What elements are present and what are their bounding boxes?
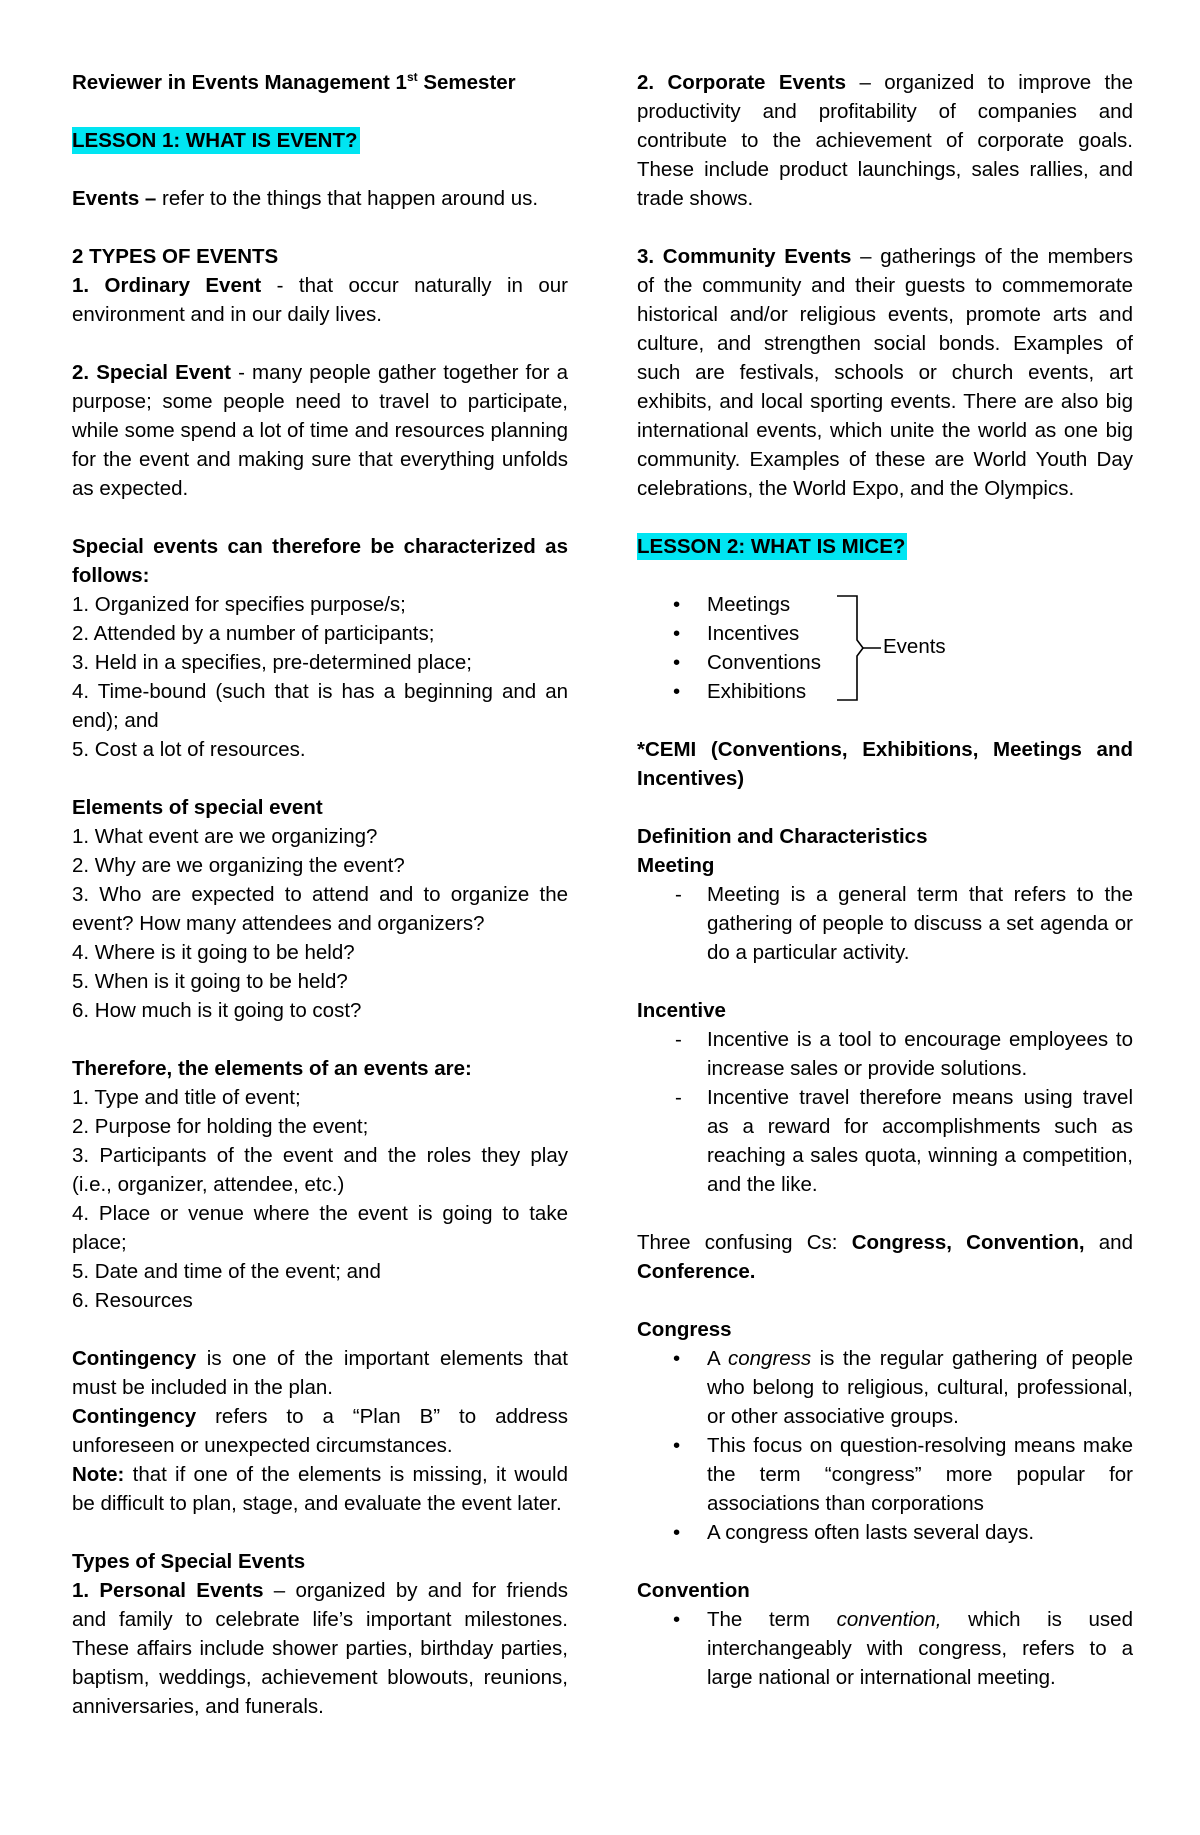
types-special-heading: Types of Special Events — [72, 1550, 306, 1573]
list-item: - Incentive is a tool to encourage employees to increase sales or provide solutions. — [637, 1025, 1133, 1083]
right-column — [637, 68, 1133, 1692]
meeting-list — [637, 880, 1133, 967]
list-item: • A congress is the regular gathering of people who belong to religious, cultural, professional, or other associative groups. — [637, 1344, 1133, 1431]
special-event: 2. Special Event - many people gather together for a purpose; some people need to travel to participate, while some spend a lot of time and resources planning for the event and making sure that everything unfolds as expected. — [72, 361, 568, 500]
congress-list — [637, 1344, 1133, 1547]
contingency-definition: Contingency refers to a “Plan B” to address unforeseen or unexpected circumstances. — [72, 1405, 568, 1457]
mice-item: • Conventions — [637, 648, 1133, 677]
brace-bracket — [825, 590, 885, 706]
list-item: • This focus on question-resolving means make the term “congress” more popular for associations than corporations — [637, 1431, 1133, 1518]
element-item: 1. Type and title of event; — [72, 1086, 301, 1109]
mice-diagram — [637, 590, 1133, 706]
convention-list — [637, 1605, 1133, 1692]
definition-heading: Definition and Characteristics — [637, 825, 928, 848]
personal-events: 1. Personal Events – organized by and for friends and family to celebrate life’s important milestones. These affairs include shower parties, birthday parties, baptism, weddings, achievement blowouts, reunions, anniversaries, and funerals. — [72, 1579, 568, 1718]
incentive-heading: Incentive — [637, 999, 726, 1022]
congress-heading: Congress — [637, 1318, 732, 1341]
element-item: 5. Date and time of the event; and — [72, 1260, 381, 1283]
three-cs: Three confusing Cs: Congress, Convention, and Conference. — [637, 1231, 1133, 1283]
events-label: Events — [883, 635, 946, 658]
element-question: 1. What event are we organizing? — [72, 825, 378, 848]
characteristic-item: 4. Time-bound (such that is has a beginning and an end); and — [72, 680, 568, 732]
mice-item: • Meetings — [637, 590, 1133, 619]
contingency-paragraph: Contingency is one of the important elements that must be included in the plan. — [72, 1347, 568, 1399]
lesson2-heading: LESSON 2: WHAT IS MICE? — [637, 535, 906, 558]
list-item: • The term convention, which is used interchangeably with congress, refers to a large national or international meeting. — [637, 1605, 1133, 1692]
characteristic-item: 5. Cost a lot of resources. — [72, 738, 306, 761]
left-column — [72, 68, 568, 1721]
types-heading: 2 TYPES OF EVENTS — [72, 245, 279, 268]
characteristic-item: 3. Held in a specifies, pre-determined place; — [72, 651, 472, 674]
ordinary-event: 1. Ordinary Event - that occur naturally in our environment and in our daily lives. — [72, 274, 568, 326]
characteristic-item: 1. Organized for specifies purpose/s; — [72, 593, 406, 616]
elements-heading: Elements of special event — [72, 796, 323, 819]
list-item: - Meeting is a general term that refers to the gathering of people to discuss a set agenda or do a particular activity. — [637, 880, 1133, 967]
element-question: 4. Where is it going to be held? — [72, 941, 355, 964]
cemi-note: *CEMI (Conventions, Exhibitions, Meetings and Incentives) — [637, 738, 1133, 790]
characterized-heading: Special events can therefore be characterized as follows: — [72, 535, 568, 587]
element-question: 3. Who are expected to attend and to organize the event? How many attendees and organizers? — [72, 883, 568, 935]
list-item: - Incentive travel therefore means using travel as a reward for accomplishments such as reaching a sales quota, winning a competition, and the like. — [637, 1083, 1133, 1199]
meeting-heading: Meeting — [637, 854, 715, 877]
lesson1-heading: LESSON 1: WHAT IS EVENT? — [72, 129, 358, 152]
element-item: 3. Participants of the event and the roles they play (i.e., organizer, attendee, etc.) — [72, 1144, 568, 1196]
community-events: 3. Community Events – gatherings of the members of the community and their guests to commemorate historical and/or religious events, promote arts and culture, and strengthen social bonds. Examples of such are festivals, schools or church events, art exhibits, and local sporting events. There are also big international events, which unite the world as one big community. Examples of these are World Youth Day celebrations, the World Expo, and the Olympics. — [637, 245, 1133, 500]
element-item: 4. Place or venue where the event is going to take place; — [72, 1202, 568, 1254]
document-title: Reviewer in Events Management 1st Semester — [72, 70, 516, 94]
element-question: 6. How much is it going to cost? — [72, 999, 362, 1022]
convention-heading: Convention — [637, 1579, 750, 1602]
element-question: 5. When is it going to be held? — [72, 970, 348, 993]
note-paragraph: Note: that if one of the elements is missing, it would be difficult to plan, stage, and evaluate the event later. — [72, 1463, 568, 1515]
characteristic-item: 2. Attended by a number of participants; — [72, 622, 435, 645]
events-definition: Events – refer to the things that happen around us. — [72, 187, 539, 210]
therefore-heading: Therefore, the elements of an events are: — [72, 1057, 472, 1080]
element-item: 2. Purpose for holding the event; — [72, 1115, 369, 1138]
element-item: 6. Resources — [72, 1289, 193, 1312]
corporate-events: 2. Corporate Events – organized to improve the productivity and profitability of companies and contribute to the achievement of corporate goals. These include product launchings, sales rallies, and trade shows. — [637, 71, 1133, 210]
incentive-list — [637, 1025, 1133, 1199]
list-item: • A congress often lasts several days. — [637, 1518, 1133, 1547]
element-question: 2. Why are we organizing the event? — [72, 854, 405, 877]
mice-item: • Exhibitions — [637, 677, 1133, 706]
mice-item: • Incentives — [637, 619, 1133, 648]
